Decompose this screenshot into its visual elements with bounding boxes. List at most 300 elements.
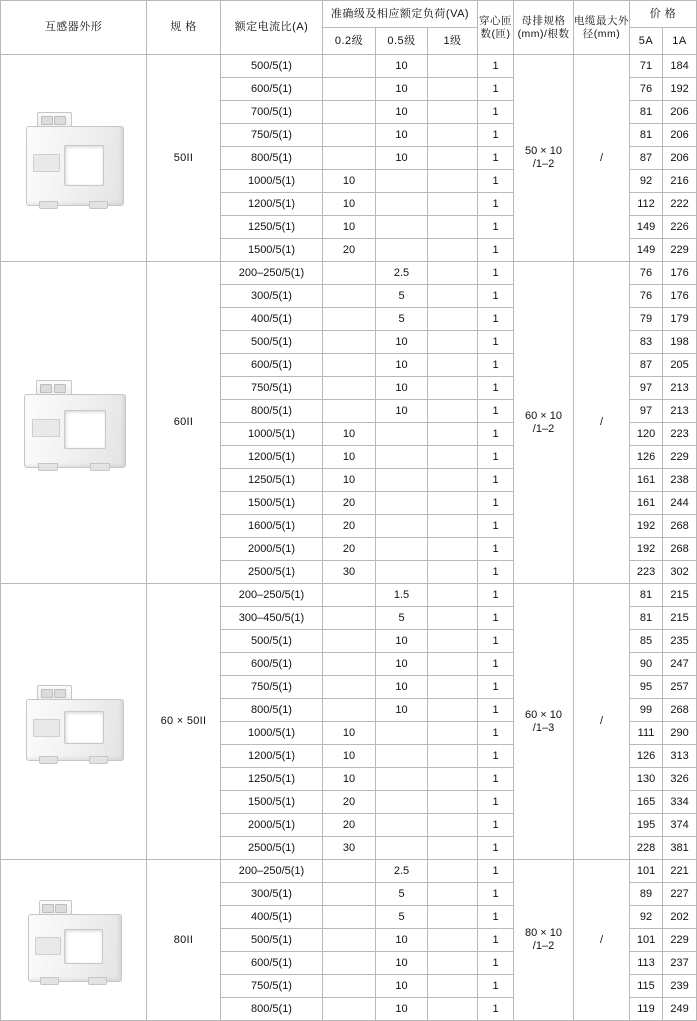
ct-nameplate: [32, 419, 60, 437]
ct-foot: [89, 756, 108, 764]
price-5a-cell: 161: [630, 492, 663, 515]
turns-cell: 1: [478, 469, 514, 492]
accuracy-05-cell: 5: [376, 607, 428, 630]
ratio-cell: 600/5(1): [221, 354, 323, 377]
price-5a-cell: 87: [630, 147, 663, 170]
table-body: [1, 55, 697, 1021]
accuracy-1-cell: [428, 538, 478, 561]
accuracy-1-cell: [428, 837, 478, 860]
accuracy-02-cell: 20: [323, 492, 376, 515]
accuracy-02-cell: [323, 883, 376, 906]
accuracy-05-cell: 2.5: [376, 860, 428, 883]
header-spec: 规 格: [147, 1, 221, 55]
price-5a-cell: 192: [630, 515, 663, 538]
turns-cell: 1: [478, 124, 514, 147]
accuracy-1-cell: [428, 239, 478, 262]
price-1a-cell: 206: [663, 124, 697, 147]
accuracy-05-cell: 10: [376, 998, 428, 1021]
accuracy-05-cell: [376, 837, 428, 860]
accuracy-05-cell: 10: [376, 101, 428, 124]
accuracy-02-cell: [323, 699, 376, 722]
ratio-cell: 400/5(1): [221, 308, 323, 331]
accuracy-1-cell: [428, 216, 478, 239]
ratio-cell: 1500/5(1): [221, 239, 323, 262]
accuracy-05-cell: 10: [376, 929, 428, 952]
accuracy-05-cell: 10: [376, 331, 428, 354]
price-1a-cell: 192: [663, 78, 697, 101]
accuracy-02-cell: [323, 285, 376, 308]
price-5a-cell: 228: [630, 837, 663, 860]
ratio-cell: 1000/5(1): [221, 423, 323, 446]
accuracy-02-cell: 20: [323, 538, 376, 561]
accuracy-1-cell: [428, 929, 478, 952]
ratio-cell: 700/5(1): [221, 101, 323, 124]
price-1a-cell: 229: [663, 239, 697, 262]
bar-spec-line2: /1–2: [532, 158, 555, 170]
price-5a-cell: 223: [630, 561, 663, 584]
turns-cell: 1: [478, 722, 514, 745]
turns-cell: 1: [478, 653, 514, 676]
turns-cell: 1: [478, 699, 514, 722]
ct-foot: [38, 463, 58, 471]
accuracy-02-cell: [323, 400, 376, 423]
accuracy-05-cell: [376, 446, 428, 469]
accuracy-05-cell: [376, 722, 428, 745]
accuracy-1-cell: [428, 285, 478, 308]
turns-cell: 1: [478, 860, 514, 883]
accuracy-02-cell: [323, 354, 376, 377]
ratio-cell: 500/5(1): [221, 929, 323, 952]
price-1a-cell: 290: [663, 722, 697, 745]
accuracy-02-cell: 10: [323, 423, 376, 446]
accuracy-05-cell: 10: [376, 55, 428, 78]
ratio-cell: 1200/5(1): [221, 193, 323, 216]
price-5a-cell: 87: [630, 354, 663, 377]
turns-cell: 1: [478, 239, 514, 262]
ratio-cell: 300/5(1): [221, 285, 323, 308]
accuracy-1-cell: [428, 653, 478, 676]
price-5a-cell: 130: [630, 768, 663, 791]
accuracy-05-cell: 10: [376, 676, 428, 699]
ct-terminal-icon: [42, 904, 54, 913]
accuracy-02-cell: [323, 377, 376, 400]
accuracy-02-cell: 10: [323, 722, 376, 745]
accuracy-1-cell: [428, 768, 478, 791]
price-5a-cell: 76: [630, 78, 663, 101]
ratio-cell: 300/5(1): [221, 883, 323, 906]
bar-spec-cell: [514, 55, 574, 262]
model-label: 60 × 50II: [147, 584, 221, 860]
price-1a-cell: 244: [663, 492, 697, 515]
ratio-cell: 600/5(1): [221, 78, 323, 101]
header-ratio: 额定电流比(A): [221, 1, 323, 55]
turns-cell: 1: [478, 998, 514, 1021]
ct-foot: [39, 201, 58, 209]
turns-cell: 1: [478, 354, 514, 377]
ratio-cell: 1500/5(1): [221, 492, 323, 515]
accuracy-02-cell: 20: [323, 515, 376, 538]
accuracy-1-cell: [428, 377, 478, 400]
price-1a-cell: 257: [663, 676, 697, 699]
price-1a-cell: 227: [663, 883, 697, 906]
price-5a-cell: 126: [630, 745, 663, 768]
accuracy-02-cell: 10: [323, 768, 376, 791]
ratio-cell: 750/5(1): [221, 124, 323, 147]
price-5a-cell: 112: [630, 193, 663, 216]
turns-cell: 1: [478, 216, 514, 239]
bar-spec-cell: [514, 860, 574, 1021]
turns-cell: 1: [478, 400, 514, 423]
model-label: 60II: [147, 262, 221, 584]
turns-cell: 1: [478, 147, 514, 170]
transformer-image: [1, 860, 147, 1021]
accuracy-1-cell: [428, 262, 478, 285]
price-1a-cell: 268: [663, 515, 697, 538]
accuracy-1-cell: [428, 308, 478, 331]
price-1a-cell: 205: [663, 354, 697, 377]
accuracy-1-cell: [428, 492, 478, 515]
accuracy-02-cell: 20: [323, 814, 376, 837]
price-5a-cell: 85: [630, 630, 663, 653]
turns-cell: 1: [478, 837, 514, 860]
header-price-5a: 5A: [630, 28, 663, 55]
accuracy-1-cell: [428, 952, 478, 975]
price-1a-cell: 334: [663, 791, 697, 814]
accuracy-1-cell: [428, 55, 478, 78]
ratio-cell: 600/5(1): [221, 952, 323, 975]
turns-cell: 1: [478, 308, 514, 331]
price-1a-cell: 215: [663, 607, 697, 630]
header-bar-spec: 母排规格(mm)/根数: [514, 1, 574, 55]
accuracy-1-cell: [428, 101, 478, 124]
bar-spec-cell: [514, 584, 574, 860]
price-5a-cell: 195: [630, 814, 663, 837]
turns-cell: 1: [478, 745, 514, 768]
model-label: 80II: [147, 860, 221, 1021]
header-accuracy-1: 1级: [428, 28, 478, 55]
ct-nameplate: [33, 719, 60, 737]
price-5a-cell: 101: [630, 929, 663, 952]
accuracy-1-cell: [428, 423, 478, 446]
accuracy-1-cell: [428, 124, 478, 147]
accuracy-05-cell: 10: [376, 630, 428, 653]
accuracy-02-cell: [323, 653, 376, 676]
price-1a-cell: 238: [663, 469, 697, 492]
accuracy-02-cell: [323, 676, 376, 699]
accuracy-1-cell: [428, 147, 478, 170]
ratio-cell: 750/5(1): [221, 676, 323, 699]
header-accuracy-02: 0.2级: [323, 28, 376, 55]
turns-cell: 1: [478, 331, 514, 354]
accuracy-02-cell: 20: [323, 239, 376, 262]
accuracy-05-cell: [376, 469, 428, 492]
price-1a-cell: 216: [663, 170, 697, 193]
accuracy-1-cell: [428, 676, 478, 699]
accuracy-02-cell: [323, 929, 376, 952]
accuracy-1-cell: [428, 561, 478, 584]
accuracy-1-cell: [428, 400, 478, 423]
ct-terminal-icon: [41, 689, 53, 698]
price-5a-cell: 92: [630, 906, 663, 929]
price-5a-cell: 79: [630, 308, 663, 331]
price-1a-cell: 229: [663, 929, 697, 952]
price-5a-cell: 81: [630, 101, 663, 124]
ct-illustration: [26, 112, 122, 204]
price-1a-cell: 206: [663, 101, 697, 124]
accuracy-05-cell: 10: [376, 124, 428, 147]
cable-dia-cell: /: [574, 860, 630, 1021]
bar-spec-line1: 50 × 10: [525, 145, 563, 158]
accuracy-02-cell: [323, 906, 376, 929]
price-1a-cell: 184: [663, 55, 697, 78]
ct-window: [64, 929, 103, 965]
accuracy-05-cell: 10: [376, 147, 428, 170]
ratio-cell: 1250/5(1): [221, 469, 323, 492]
price-1a-cell: 247: [663, 653, 697, 676]
turns-cell: 1: [478, 285, 514, 308]
bar-spec-line1: 60 × 10: [525, 409, 563, 422]
accuracy-02-cell: [323, 860, 376, 883]
accuracy-1-cell: [428, 515, 478, 538]
ratio-cell: 1250/5(1): [221, 216, 323, 239]
price-1a-cell: 229: [663, 446, 697, 469]
price-1a-cell: 226: [663, 216, 697, 239]
header-shape: 互感器外形: [1, 1, 147, 55]
ct-terminal-icon: [55, 904, 67, 913]
accuracy-05-cell: 2.5: [376, 262, 428, 285]
accuracy-02-cell: [323, 308, 376, 331]
turns-cell: 1: [478, 446, 514, 469]
cable-dia-cell: /: [574, 262, 630, 584]
ct-terminal-icon: [41, 116, 53, 125]
table-row: [1, 860, 697, 883]
accuracy-02-cell: 30: [323, 837, 376, 860]
ratio-cell: 200–250/5(1): [221, 860, 323, 883]
accuracy-1-cell: [428, 78, 478, 101]
accuracy-05-cell: 10: [376, 699, 428, 722]
ratio-cell: 2000/5(1): [221, 814, 323, 837]
price-5a-cell: 76: [630, 262, 663, 285]
accuracy-1-cell: [428, 814, 478, 837]
accuracy-02-cell: [323, 262, 376, 285]
turns-cell: 1: [478, 607, 514, 630]
ratio-cell: 200–250/5(1): [221, 584, 323, 607]
price-5a-cell: 165: [630, 791, 663, 814]
price-5a-cell: 97: [630, 377, 663, 400]
price-1a-cell: 268: [663, 699, 697, 722]
accuracy-1-cell: [428, 860, 478, 883]
price-5a-cell: 113: [630, 952, 663, 975]
ratio-cell: 800/5(1): [221, 147, 323, 170]
turns-cell: 1: [478, 492, 514, 515]
price-5a-cell: 97: [630, 400, 663, 423]
ct-illustration: [28, 900, 120, 980]
price-5a-cell: 71: [630, 55, 663, 78]
ratio-cell: 500/5(1): [221, 55, 323, 78]
price-5a-cell: 95: [630, 676, 663, 699]
ct-terminal-icon: [54, 116, 66, 125]
ratio-cell: 500/5(1): [221, 331, 323, 354]
turns-cell: 1: [478, 791, 514, 814]
accuracy-05-cell: 10: [376, 354, 428, 377]
accuracy-02-cell: 10: [323, 469, 376, 492]
ratio-cell: 1600/5(1): [221, 515, 323, 538]
bar-spec-cell: [514, 262, 574, 584]
accuracy-05-cell: 5: [376, 906, 428, 929]
turns-cell: 1: [478, 975, 514, 998]
price-5a-cell: 81: [630, 584, 663, 607]
accuracy-1-cell: [428, 584, 478, 607]
accuracy-05-cell: [376, 515, 428, 538]
accuracy-05-cell: [376, 423, 428, 446]
accuracy-02-cell: [323, 78, 376, 101]
accuracy-05-cell: 10: [376, 78, 428, 101]
turns-cell: 1: [478, 377, 514, 400]
header-cable-dia: 电缆最大外径(mm): [574, 1, 630, 55]
accuracy-1-cell: [428, 998, 478, 1021]
accuracy-05-cell: [376, 492, 428, 515]
turns-cell: 1: [478, 78, 514, 101]
turns-cell: 1: [478, 55, 514, 78]
accuracy-1-cell: [428, 630, 478, 653]
ct-window: [64, 145, 104, 186]
accuracy-1-cell: [428, 745, 478, 768]
accuracy-05-cell: [376, 745, 428, 768]
ratio-cell: 1000/5(1): [221, 722, 323, 745]
turns-cell: 1: [478, 676, 514, 699]
price-5a-cell: 120: [630, 423, 663, 446]
accuracy-05-cell: [376, 538, 428, 561]
price-5a-cell: 90: [630, 653, 663, 676]
accuracy-1-cell: [428, 170, 478, 193]
accuracy-1-cell: [428, 906, 478, 929]
turns-cell: 1: [478, 170, 514, 193]
transformer-image: [1, 584, 147, 860]
accuracy-02-cell: [323, 584, 376, 607]
accuracy-1-cell: [428, 354, 478, 377]
ratio-cell: 1500/5(1): [221, 791, 323, 814]
header-turns: 穿心匝数(匝): [478, 1, 514, 55]
model-label: 50II: [147, 55, 221, 262]
ratio-cell: 800/5(1): [221, 400, 323, 423]
accuracy-02-cell: [323, 607, 376, 630]
accuracy-1-cell: [428, 469, 478, 492]
bar-spec-line1: 80 × 10: [525, 927, 563, 940]
ratio-cell: 300–450/5(1): [221, 607, 323, 630]
bar-spec-line2: /1–3: [532, 721, 555, 734]
price-1a-cell: 176: [663, 262, 697, 285]
price-1a-cell: 237: [663, 952, 697, 975]
accuracy-05-cell: [376, 193, 428, 216]
ct-illustration: [26, 685, 122, 759]
turns-cell: 1: [478, 906, 514, 929]
accuracy-02-cell: [323, 147, 376, 170]
price-1a-cell: 223: [663, 423, 697, 446]
accuracy-02-cell: [323, 55, 376, 78]
accuracy-05-cell: [376, 216, 428, 239]
ct-window: [64, 410, 106, 448]
turns-cell: 1: [478, 262, 514, 285]
accuracy-02-cell: [323, 101, 376, 124]
price-5a-cell: 126: [630, 446, 663, 469]
price-5a-cell: 192: [630, 538, 663, 561]
accuracy-05-cell: [376, 814, 428, 837]
ratio-cell: 1250/5(1): [221, 768, 323, 791]
ratio-cell: 1200/5(1): [221, 745, 323, 768]
price-1a-cell: 221: [663, 860, 697, 883]
bar-spec-line2: /1–2: [532, 422, 555, 435]
accuracy-02-cell: 10: [323, 216, 376, 239]
price-5a-cell: 92: [630, 170, 663, 193]
price-5a-cell: 111: [630, 722, 663, 745]
accuracy-02-cell: [323, 630, 376, 653]
accuracy-1-cell: [428, 331, 478, 354]
price-1a-cell: 213: [663, 377, 697, 400]
accuracy-05-cell: [376, 561, 428, 584]
price-1a-cell: 202: [663, 906, 697, 929]
price-1a-cell: 213: [663, 400, 697, 423]
turns-cell: 1: [478, 814, 514, 837]
header-price: 价 格: [630, 1, 697, 28]
ratio-cell: 2000/5(1): [221, 538, 323, 561]
ct-window: [64, 711, 104, 744]
turns-cell: 1: [478, 883, 514, 906]
price-1a-cell: 381: [663, 837, 697, 860]
turns-cell: 1: [478, 929, 514, 952]
ratio-cell: 500/5(1): [221, 630, 323, 653]
accuracy-05-cell: [376, 768, 428, 791]
price-5a-cell: 149: [630, 239, 663, 262]
turns-cell: 1: [478, 423, 514, 446]
ratio-cell: 400/5(1): [221, 906, 323, 929]
price-1a-cell: 235: [663, 630, 697, 653]
price-5a-cell: 161: [630, 469, 663, 492]
accuracy-02-cell: [323, 975, 376, 998]
accuracy-02-cell: 10: [323, 170, 376, 193]
accuracy-02-cell: [323, 124, 376, 147]
accuracy-05-cell: [376, 239, 428, 262]
accuracy-1-cell: [428, 722, 478, 745]
turns-cell: 1: [478, 193, 514, 216]
accuracy-05-cell: 10: [376, 653, 428, 676]
ct-foot: [39, 756, 58, 764]
turns-cell: 1: [478, 515, 514, 538]
price-5a-cell: 81: [630, 124, 663, 147]
accuracy-1-cell: [428, 446, 478, 469]
price-1a-cell: 222: [663, 193, 697, 216]
table-row: [1, 584, 697, 607]
accuracy-05-cell: 1.5: [376, 584, 428, 607]
table-row: [1, 262, 697, 285]
price-5a-cell: 89: [630, 883, 663, 906]
turns-cell: 1: [478, 630, 514, 653]
bar-spec-line1: 60 × 10: [525, 708, 563, 721]
accuracy-02-cell: 20: [323, 791, 376, 814]
header-accuracy: 准确级及相应额定负荷(VA): [323, 1, 478, 28]
ratio-cell: 600/5(1): [221, 653, 323, 676]
ct-foot: [88, 977, 107, 985]
table-row: [1, 55, 697, 78]
accuracy-1-cell: [428, 975, 478, 998]
price-1a-cell: 206: [663, 147, 697, 170]
bar-spec-line2: /1–2: [532, 940, 555, 952]
price-5a-cell: 99: [630, 699, 663, 722]
accuracy-1-cell: [428, 607, 478, 630]
accuracy-1-cell: [428, 791, 478, 814]
accuracy-05-cell: 10: [376, 377, 428, 400]
price-1a-cell: 176: [663, 285, 697, 308]
price-1a-cell: 302: [663, 561, 697, 584]
